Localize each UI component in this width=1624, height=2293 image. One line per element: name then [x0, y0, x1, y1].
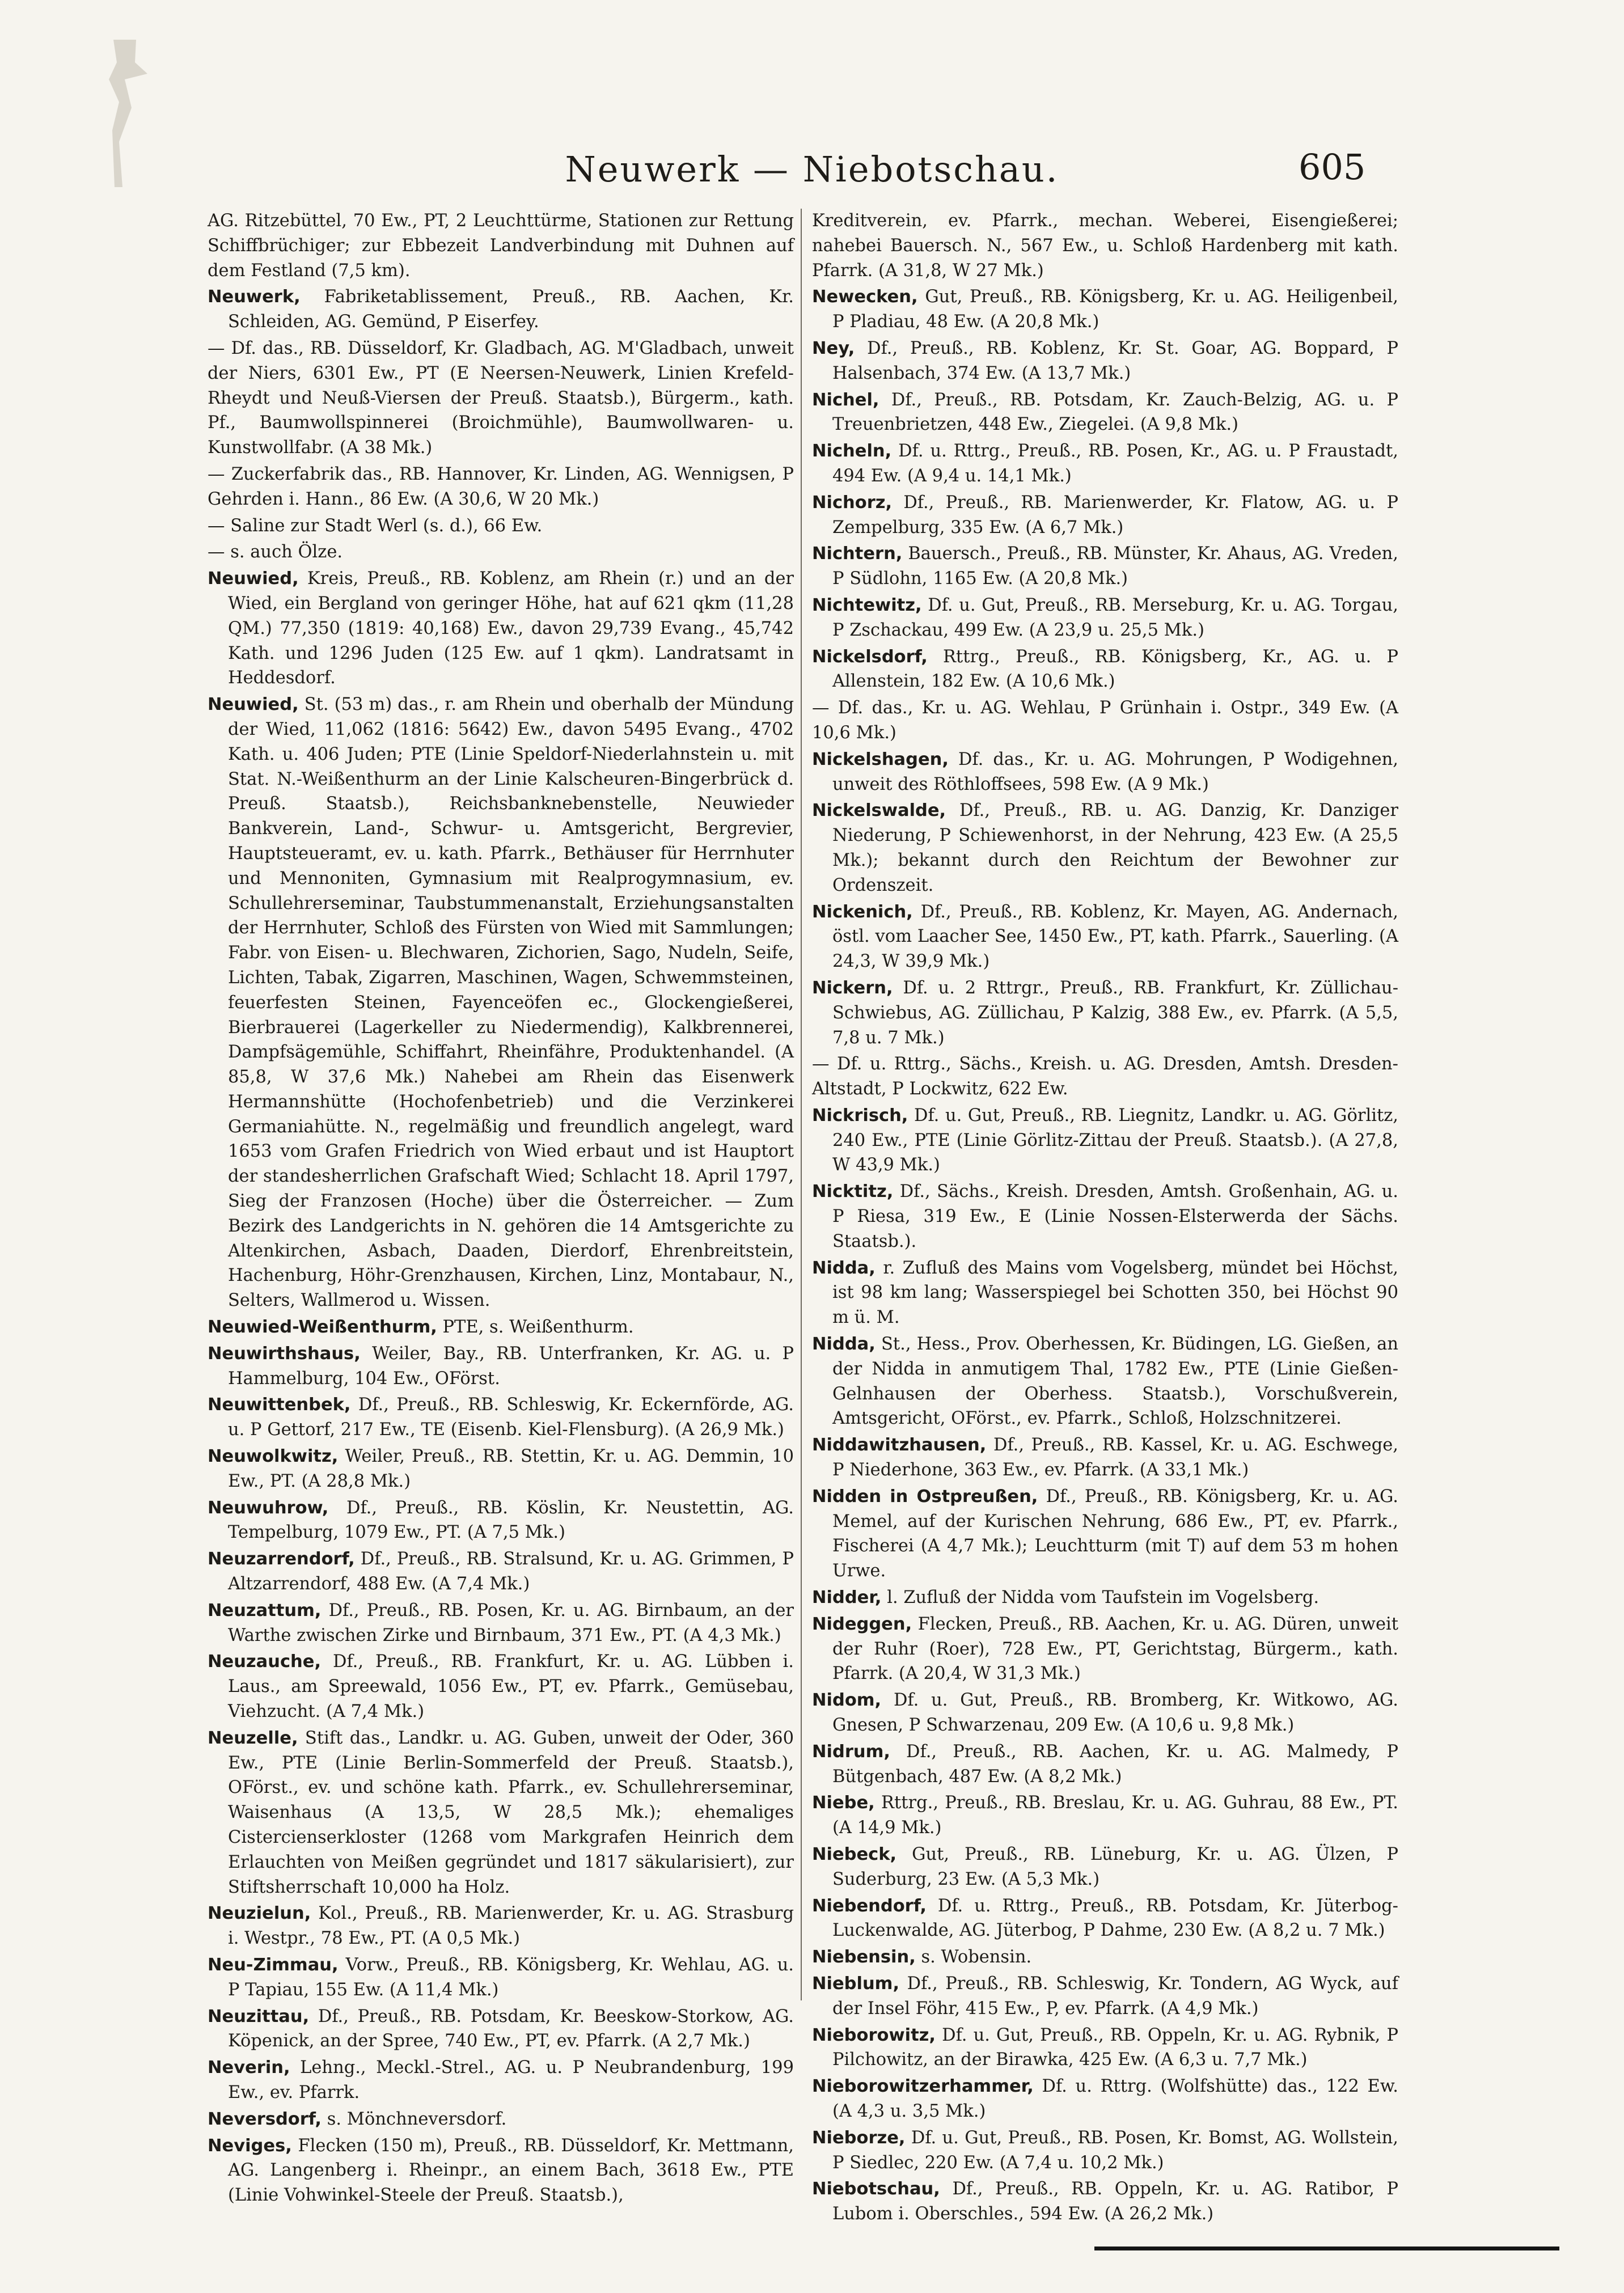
entry-text: Kol., Preuß., RB. Marienwerder, Kr. u. AG. Strasburg i. Westpr., 78 Ew., PT. (A 0,5 Mk.) [228, 1903, 794, 1949]
entry-headword: Ney, [812, 338, 855, 358]
dictionary-entry [208, 566, 794, 691]
entry-headword: Neuzarrendorf, [208, 1549, 355, 1569]
entry-headword: Niebeck, [812, 1844, 897, 1864]
entry-text: Df., Preuß., RB. Marienwerder, Kr. Flatow, AG. u. P Zempelburg, 335 Ew. (A 6,7 Mk.) [832, 492, 1398, 538]
dictionary-entry [812, 388, 1398, 438]
entry-headword: Nichtern, [812, 544, 903, 564]
dictionary-entry [812, 285, 1398, 335]
entry-text: Kreditverein, ev. Pfarrk., mechan. Weberei, Eisengießerei; nahebei Bauersch. N., 567 Ew., u. Schloß Hardenberg mit kath. Pfarrk. (A 31,8, W 27 Mk.) [812, 211, 1398, 281]
entry-text: Rttrg., Preuß., RB. Königsberg, Kr., AG. u. P Allenstein, 182 Ew. (A 10,6 Mk.) [832, 646, 1398, 692]
dictionary-entry [208, 462, 794, 512]
entry-headword: Neuwirthshaus, [208, 1343, 361, 1364]
entry-text: Df., Preuß., RB. Kassel, Kr. u. AG. Eschwege, P Niederhone, 363 Ew., ev. Pfarrk. (A 33,1 Mk.) [832, 1435, 1398, 1480]
entry-headword: Neuzielun, [208, 1903, 311, 1924]
dictionary-entry [208, 1953, 794, 2003]
dictionary-entry [812, 1103, 1398, 1178]
entry-headword: Neuwittenbek, [208, 1395, 351, 1415]
entry-text: Df., Preuß., RB. Oppeln, Kr. u. AG. Ratibor, P Lubom i. Oberschles., 594 Ew. (A 26,2 Mk.) [832, 2179, 1398, 2224]
entry-text: Df. u. Gut, Preuß., RB. Merseburg, Kr. u. AG. Torgau, P Zschackau, 499 Ew. (A 23,9 u. 25,5 Mk.) [832, 595, 1399, 640]
entry-text: Df., Preuß., RB. Köslin, Kr. Neustettin, AG. Tempelburg, 1079 Ew., PT. (A 7,5 Mk.) [228, 1497, 794, 1543]
entry-text: Df., Preuß., RB. Schleswig, Kr. Tondern, AG Wyck, auf der Insel Föhr, 415 Ew., P, ev. Pfarrk. (A 4,9 Mk.) [832, 1973, 1398, 2019]
entry-headword: Nickelsdorf, [812, 646, 928, 667]
dictionary-entry [812, 439, 1398, 489]
dictionary-entry [208, 1726, 794, 1900]
entry-text: Df. u. 2 Rttrgr., Preuß., RB. Frankfurt, Kr. Züllichau-Schwiebus, AG. Züllichau, P Kalzig, 388 Ew., ev. Pfarrk. (A 5,5, 7,8 u. 7 Mk.) [832, 978, 1399, 1048]
dictionary-entry [208, 692, 794, 1313]
entry-headword: Nicheln, [812, 441, 892, 462]
entry-text: Gut, Preuß., RB. Lüneburg, Kr. u. AG. Ülzen, P Suderburg, 23 Ew. (A 5,3 Mk.) [832, 1844, 1398, 1889]
entry-text: St., Hess., Prov. Oberhessen, Kr. Büdingen, LG. Gießen, an der Nidda in anmutigem Thal, 1782 Ew., PTE (Linie Gießen-Gelnhausen der Oberhess. Staatsb.), Vorschußverein, Amtsgericht, OFörst., ev. Pfarrk., Schloß, Holzschnitzerei. [832, 1334, 1398, 1429]
entry-headword: Nidden in Ostpreußen, [812, 1486, 1038, 1507]
entry-text: Df. u. Rttrg., Preuß., RB. Posen, Kr., AG. u. P Fraustadt, 494 Ew. (A 9,4 u. 14,1 Mk.) [832, 441, 1398, 486]
entry-headword: Nieborowitz, [812, 2025, 936, 2045]
entry-text: Bauersch., Preuß., RB. Münster, Kr. Ahaus, AG. Vreden, P Südlohn, 1165 Ew. (A 20,8 Mk.) [832, 544, 1398, 589]
entry-text: Df., Preuß., RB. Stralsund, Kr. u. AG. Grimmen, P Altzarrendorf, 488 Ew. (A 7,4 Mk.) [228, 1549, 794, 1594]
dictionary-entry [812, 1740, 1398, 1789]
entry-headword: Nidder, [812, 1588, 882, 1608]
entry-text: AG. Ritzebüttel, 70 Ew., PT, 2 Leuchttürme, Stationen zur Rettung Schiffbrüchiger; zur Ebbezeit Landverbindung mit Duhnen auf dem Festland (7,5 km). [208, 211, 794, 281]
entry-text: Vorw., Preuß., RB. Königsberg, Kr. Wehlau, AG. u. P Tapiau, 155 Ew. (A 11,4 Mk.) [228, 1954, 794, 2000]
dictionary-entry [812, 1842, 1398, 1892]
entry-headword: Neversdorf, [208, 2109, 322, 2129]
entry-text: Df., Preuß., RB. Königsberg, Kr. u. AG. Memel, auf der Kurischen Nehrung, 686 Ew., PT, ev. Pfarrk., Fischerei (A 4,7 Mk.); Leuchtturm (mit T) auf dem 53 m hohen Urwe. [832, 1486, 1399, 1581]
entry-headword: Neuwerk, [208, 287, 301, 307]
right-column [812, 209, 1398, 2228]
entry-headword: Niddawitzhausen, [812, 1435, 987, 1456]
dictionary-entry [208, 2004, 794, 2054]
dictionary-entry [812, 1894, 1398, 1944]
entry-headword: Nickern, [812, 978, 893, 998]
entry-text: St. (53 m) das., r. am Rhein und oberhalb der Mündung der Wied, 11,062 (1816: 5642) Ew., davon 5495 Evang., 4702 Kath. u. 406 Juden; PTE (Linie Speldorf-Niederlahnstein u. mit Stat. N.-Weißenthurm an der Linie Kalscheuren-Bingerbrück d. Preuß. Staatsb.), Reichsbanknebenstelle, Neuwieder Bankverein, Land-, Schwur- u. Amtsgericht, Bergrevier, Hauptsteueramt, ev. u. kath. Pfarrk., Bethäuser für Herrnhuter und Mennoniten, Gymnasium mit Realprogymnasium, ev. Schullehrerseminar, Taubstummenanstalt, Erziehungsanstalten der Herrnhuter, Schloß des Fürsten von Wied mit Sammlungen; Fabr. von Eisen- u. Blechwaren, Zichorien, Sago, Nudeln, Seife, Lichten, Tabak, Zigarren, Maschinen, Wagen, Schwemmsteinen, feuerfesten Steinen, Fayenceöfen ec., Glockengießerei, Bierbrauerei (Lagerkeller zu Niedermendig), Kalkbrennerei, Dampfsägemühle, Schiffahrt, Rheinfähre, Produktenhandel. (A 85,8, W 37,6 Mk.) Nahebei am Rhein das Eisenwerk Hermannshütte (Hochofenbetrieb) und die Verzinkerei Germaniahütte. N., regelmäßig und freundlich angelegt, ward 1653 vom Grafen Friedrich von Wied erbaut und ist Hauptort der standesherrlichen Grafschaft Wied; Schlacht 18. April 1797, Sieg der Franzosen (Hoche) über die Österreicher. — Zum Bezirk des Landgerichts in N. gehören die 14 Amtsgerichte zu Altenkirchen, Asbach, Daaden, Dierdorf, Ehrenbreitstein, Hachenburg, Höhr-Grenzhausen, Kirchen, Linz, Montabaur, N., Selters, Wallmerod u. Wissen. [228, 695, 794, 1311]
entry-headword: Neuwied-Weißenthurm, [208, 1317, 437, 1338]
entry-text: Df., Preuß., RB. Koblenz, Kr. Mayen, AG. Andernach, östl. vom Laacher See, 1450 Ew., PT, kath. Pfarrk., Sauerling. (A 24,3, W 39,9 Mk.) [832, 902, 1398, 972]
dictionary-entry [208, 1342, 794, 1391]
bottom-rule [1094, 2247, 1559, 2250]
dictionary-entry [812, 1791, 1398, 1841]
entry-text: Stift das., Landkr. u. AG. Guben, unweit der Oder, 360 Ew., PTE (Linie Berlin-Sommerfeld der Preuß. Staatsb.), OFörst., ev. und schöne kath. Pfarrk., ev. Schullehrerseminar, Waisenhaus (A 13,5, W 28,5 Mk.); ehemaliges Cistercienserkloster (1268 vom Markgrafen Heinrich dem Erlauchten von Meißen gegründet und 1817 säkularisiert), zur Stiftsherrschaft 10,000 ha Holz. [228, 1728, 794, 1897]
entry-text: Df., Preuß., RB. Potsdam, Kr. Beeskow-Storkow, AG. Köpenick, an der Spree, 740 Ew., PT, ev. Pfarrk. (A 2,7 Mk.) [228, 2006, 794, 2051]
dictionary-entry [208, 2055, 794, 2105]
dictionary-entry [812, 1972, 1398, 2021]
entry-text: Flecken, Preuß., RB. Aachen, Kr. u. AG. Düren, unweit der Ruhr (Roer), 728 Ew., PT, Gerichtstag, Bürgerm., kath. Pfarrk. (A 20,4, W 31,3 Mk.) [832, 1614, 1399, 1684]
dictionary-entry [208, 1547, 794, 1597]
entry-text: Df., Preuß., RB. Koblenz, Kr. St. Goar, AG. Boppard, P Halsenbach, 374 Ew. (A 13,7 Mk.) [832, 338, 1398, 383]
dictionary-entry [812, 976, 1398, 1050]
dictionary-entry [208, 1598, 794, 1648]
dictionary-entry [208, 336, 794, 460]
entry-headword: Neuzittau, [208, 2006, 310, 2027]
dictionary-entry [812, 541, 1398, 591]
entry-text: — Df. das., Kr. u. AG. Wehlau, P Grünhain i. Ostpr., 349 Ew. (A 10,6 Mk.) [812, 698, 1398, 743]
entry-headword: Nickelshagen, [812, 749, 949, 769]
dictionary-entry [812, 2126, 1398, 2176]
dictionary-entry [812, 1945, 1398, 1970]
entry-headword: Nidom, [812, 1690, 882, 1711]
page-number: 605 [1299, 146, 1366, 188]
entry-text: Fabriketablissement, Preuß., RB. Aachen, Kr. Schleiden, AG. Gemünd, P Eiserfey. [228, 287, 794, 332]
dictionary-entry [812, 2177, 1398, 2227]
entry-text: Df., Preuß., RB. Schleswig, Kr. Eckernförde, AG. u. P Gettorf, 217 Ew., TE (Eisenb. Kiel-Flensburg). (A 26,9 Mk.) [228, 1395, 794, 1440]
entry-headword: Neverin, [208, 2058, 290, 2078]
dictionary-entry [208, 1496, 794, 1546]
entry-headword: Nichel, [812, 390, 879, 410]
dictionary-entry [208, 540, 794, 565]
entry-text: Df. u. Gut, Preuß., RB. Bromberg, Kr. Witkowo, AG. Gnesen, P Schwarzenau, 209 Ew. (A 10,6 u. 9,8 Mk.) [832, 1690, 1398, 1736]
dictionary-entry [208, 1444, 794, 1494]
dictionary-entry [812, 336, 1398, 386]
entry-headword: Nickenich, [812, 902, 913, 922]
entry-text: — Zuckerfabrik das., RB. Hannover, Kr. Linden, AG. Wennigsen, P Gehrden i. Hann., 86 Ew. (A 30,6, W 20 Mk.) [208, 464, 794, 509]
dictionary-entry [812, 747, 1398, 797]
dictionary-entry [812, 593, 1398, 643]
dictionary-entry [812, 1585, 1398, 1610]
entry-headword: Newecken, [812, 287, 918, 307]
dictionary-entry [208, 285, 794, 335]
entry-text: r. Zufluß des Mains vom Vogelsberg, mündet bei Höchst, ist 98 km lang; Wasserspiegel bei Schotten 350, bei Höchst 90 m ü. M. [832, 1258, 1399, 1328]
dictionary-entry [208, 2134, 794, 2208]
entry-headword: Neuwied, [208, 695, 299, 715]
entry-text: Lehng., Meckl.-Strel., AG. u. P Neubrandenburg, 199 Ew., ev. Pfarrk. [228, 2058, 794, 2102]
dictionary-entry [208, 209, 794, 283]
entry-text: Df. u. Gut, Preuß., RB. Liegnitz, Landkr. u. AG. Görlitz, 240 Ew., PTE (Linie Görlitz-Zittau der Preuß. Staatsb.). (A 27,8, W 43,9 Mk.) [832, 1105, 1398, 1175]
entry-headword: Neuwuhrow, [208, 1497, 329, 1518]
entry-text: — Saline zur Stadt Werl (s. d.), 66 Ew. [208, 515, 543, 536]
dictionary-entry [812, 900, 1398, 974]
entry-text: s. Mönchneversdorf. [327, 2109, 507, 2129]
entry-text: Flecken (150 m), Preuß., RB. Düsseldorf, Kr. Mettmann, AG. Langenberg i. Rheinpr., an einem Bach, 3618 Ew., PTE (Linie Vohwinkel-Steele der Preuß. Staatsb.), [228, 2135, 794, 2206]
entry-text: Df., Sächs., Kreish. Dresden, Amtsh. Großenhain, AG. u. P Riesa, 319 Ew., E (Linie Nossen-Elsterwerda der Sächs. Staatsb.). [832, 1182, 1398, 1251]
dictionary-entry [812, 1688, 1398, 1738]
entry-text: Df. u. Gut, Preuß., RB. Oppeln, Kr. u. AG. Rybnik, P Pilchowitz, an der Birawka, 425 Ew. (A 6,3 u. 7,7 Mk.) [832, 2025, 1398, 2070]
entry-text: Weiler, Preuß., RB. Stettin, Kr. u. AG. Demmin, 10 Ew., PT. (A 28,8 Mk.) [228, 1446, 794, 1491]
entry-text: Df. u. Rttrg. (Wolfshütte) das., 122 Ew. (A 4,3 u. 3,5 Mk.) [832, 2076, 1398, 2121]
entry-headword: Nickrisch, [812, 1105, 908, 1126]
left-column [208, 209, 794, 2210]
dictionary-entry [812, 2023, 1398, 2073]
entry-text: Df. u. Rttrg., Preuß., RB. Potsdam, Kr. Jüterbog-Luckenwalde, AG. Jüterbog, P Dahme, 230 Ew. (A 8,2 u. 7 Mk.) [832, 1896, 1398, 1941]
entry-text: Kreis, Preuß., RB. Koblenz, am Rhein (r.) und an der Wied, ein Bergland von geringer Höhe, hat auf 621 qkm (11,28 QM.) 77,350 (1819: 40,168) Ew., davon 29,739 Evang., 45,742 Kath. und 1296 Juden (125 Ew. auf 1 qkm). Landratsamt in Heddesdorf. [228, 569, 794, 688]
dictionary-entry [812, 1052, 1398, 1102]
dictionary-entry [208, 514, 794, 539]
entry-text: — Df. u. Rttrg., Sächs., Kreish. u. AG. Dresden, Amtsh. Dresden-Altstadt, P Lockwitz, 622 Ew. [812, 1054, 1398, 1099]
entry-headword: Nidrum, [812, 1741, 890, 1762]
dictionary-entry [208, 1315, 794, 1340]
entry-text: Weiler, Bay., RB. Unterfranken, Kr. AG. u. P Hammelburg, 104 Ew., OFörst. [228, 1343, 794, 1389]
entry-headword: Nieborze, [812, 2127, 906, 2148]
dictionary-entry [812, 1433, 1398, 1483]
entry-headword: Nideggen, [812, 1614, 912, 1634]
dictionary-entry [208, 1901, 794, 1951]
entry-headword: Neu-Zimmau, [208, 1954, 339, 1975]
entry-text: Df., Preuß., RB. Potsdam, Kr. Zauch-Belzig, AG. u. P Treuenbrietzen, 448 Ew., Ziegelei. (A 9,8 Mk.) [832, 390, 1398, 435]
dictionary-entry [208, 1649, 794, 1724]
entry-headword: Neuzattum, [208, 1600, 322, 1621]
entry-text: Df., Preuß., RB. Frankfurt, Kr. u. AG. Lübben i. Laus., am Spreewald, 1056 Ew., PT, ev. Pfarrk., Gemüsebau, Viehzucht. (A 7,4 Mk.) [228, 1652, 794, 1722]
column-divider [801, 209, 802, 2000]
entry-text: PTE, s. Weißenthurm. [442, 1317, 634, 1338]
entry-headword: Nidda, [812, 1258, 876, 1278]
entry-headword: Nidda, [812, 1334, 876, 1355]
entry-text: Df. u. Gut, Preuß., RB. Posen, Kr. Bomst, AG. Wollstein, P Siedlec, 220 Ew. (A 7,4 u. 10,2 Mk.) [832, 2127, 1398, 2173]
dictionary-entry [812, 798, 1398, 898]
entry-text: l. Zufluß der Nidda vom Taufstein im Vogelsberg. [887, 1588, 1320, 1608]
entry-text: Df., Preuß., RB. u. AG. Danzig, Kr. Danziger Niederung, P Schiewenhorst, in der Nehrung, 423 Ew. (A 25,5 Mk.); bekannt durch den Reichtum der Bewohner zur Ordenszeit. [832, 801, 1398, 895]
entry-headword: Nicktitz, [812, 1182, 894, 1202]
dictionary-entry [812, 645, 1398, 695]
dictionary-entry [812, 1332, 1398, 1431]
dictionary-entry [812, 696, 1398, 746]
dictionary-entry [812, 1484, 1398, 1584]
entry-headword: Nieborowitzerhammer, [812, 2076, 1034, 2097]
entry-headword: Neuzelle, [208, 1728, 298, 1748]
entry-text: — s. auch Ölze. [208, 542, 343, 562]
entry-text: Df., Preuß., RB. Aachen, Kr. u. AG. Malmedy, P Bütgenbach, 487 Ew. (A 8,2 Mk.) [832, 1741, 1398, 1787]
entry-text: Gut, Preuß., RB. Königsberg, Kr. u. AG. Heiligenbeil, P Pladiau, 48 Ew. (A 20,8 Mk.) [832, 287, 1398, 332]
dictionary-entry [812, 1179, 1398, 1254]
entry-headword: Neuwolkwitz, [208, 1446, 339, 1467]
entry-headword: Niebendorf, [812, 1896, 927, 1916]
entry-text: Df. das., Kr. u. AG. Mohrungen, P Wodigehnen, unweit des Röthloffsees, 598 Ew. (A 9 Mk.) [832, 749, 1398, 794]
entry-headword: Neviges, [208, 2135, 292, 2156]
dictionary-entry [208, 1393, 794, 1442]
entry-headword: Nichorz, [812, 492, 893, 513]
entry-headword: Niebotschau, [812, 2179, 940, 2199]
entry-text: Rttrg., Preuß., RB. Breslau, Kr. u. AG. Guhrau, 88 Ew., PT. (A 14,9 Mk.) [832, 1793, 1398, 1838]
dictionary-entry [812, 2074, 1398, 2124]
entry-text: Df., Preuß., RB. Posen, Kr. u. AG. Birnbaum, an der Warthe zwischen Zirke und Birnbaum, 371 Ew., PT. (A 4,3 Mk.) [228, 1600, 794, 1645]
entry-text: — Df. das., RB. Düsseldorf, Kr. Gladbach, AG. M'Gladbach, unweit der Niers, 6301 Ew., PT (E Neersen-Neuwerk, Linien Krefeld-Rheydt und Neuß-Viersen der Preuß. Staatsb.), Bürgerm., kath. Pf., Baumwollspinnerei (Broichmühle), Baumwollwaren- u. Kunstwollfabr. (A 38 Mk.) [208, 338, 794, 458]
dictionary-entry [812, 1612, 1398, 1686]
entry-headword: Nickelswalde, [812, 801, 946, 821]
entry-headword: Niebensin, [812, 1947, 916, 1968]
entry-headword: Neuwied, [208, 569, 299, 589]
dictionary-entry [812, 209, 1398, 283]
dictionary-entry [812, 1256, 1398, 1330]
entry-text: s. Wobensin. [921, 1947, 1032, 1968]
dictionary-entry [208, 2107, 794, 2132]
entry-headword: Neuzauche, [208, 1652, 322, 1672]
entry-headword: Nichtewitz, [812, 595, 922, 615]
entry-headword: Niebe, [812, 1793, 875, 1813]
entry-headword: Nieblum, [812, 1973, 900, 1994]
dictionary-entry [812, 490, 1398, 540]
page-header-title: Neuwerk — Niebotschau. [565, 149, 1059, 190]
